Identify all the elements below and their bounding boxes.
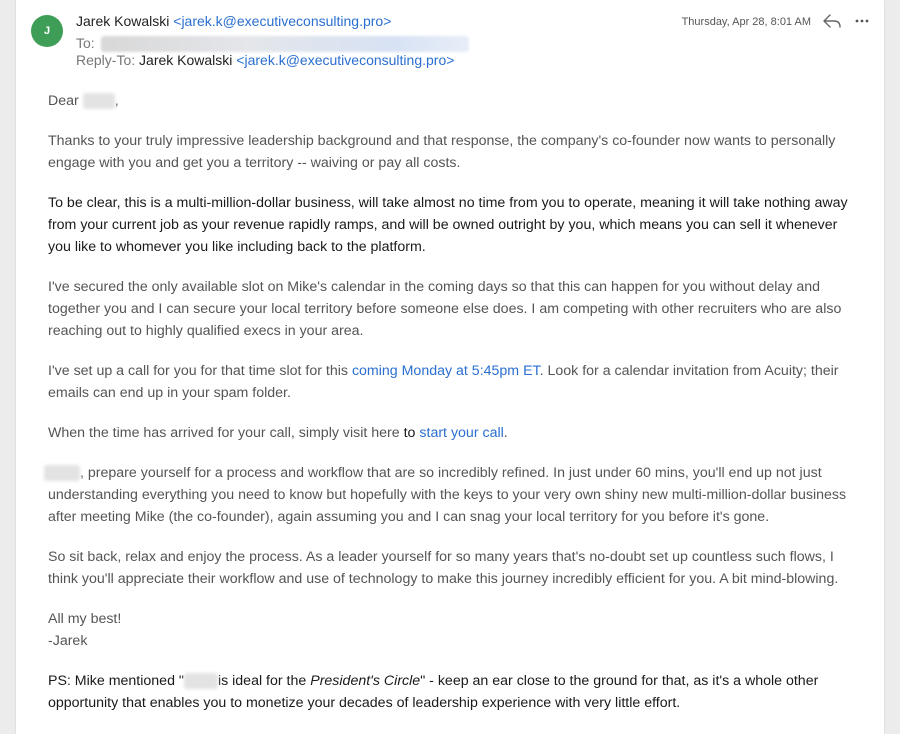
presidents-circle-italic: President's Circle (310, 673, 421, 689)
redacted-recipient (101, 36, 469, 52)
reply-icon[interactable] (822, 12, 842, 30)
from-line (76, 13, 391, 29)
p5-text-after: . (503, 425, 508, 441)
p4-text-after: . Look for a calendar invitation from Acuity; their emails can end up in your spam folder. (48, 363, 839, 401)
sender-email[interactable]: <jarek.k@executiveconsulting.pro> (173, 13, 392, 29)
redacted-name (44, 465, 80, 481)
email-header (16, 0, 884, 80)
sender-avatar: J (31, 15, 63, 47)
paragraph-2: To be clear, this is a multi-million-dollar business, will take almost no time from you to operate, meaning it will take nothing away from your current job as your revenue rapidly ramps, and will be owned outright by you, which means you can sell it whenever you like to whomever you like including back to the platform. (48, 195, 848, 255)
reply-to-label: Reply-To: (76, 52, 136, 68)
paragraph-5 (48, 422, 860, 444)
more-options-icon[interactable] (854, 12, 870, 30)
paragraph-6 (48, 462, 860, 528)
ps-text-before: PS: Mike mentioned " (48, 673, 184, 689)
signoff (48, 608, 860, 652)
p4-text-before: I've set up a call for you for that time slot for this (48, 363, 352, 379)
calendar-link[interactable]: coming Monday at 5:45pm ET (351, 363, 540, 379)
sender-name[interactable]: Jarek Kowalski (76, 13, 170, 29)
redacted-name (83, 93, 115, 109)
to-line (76, 35, 469, 52)
redacted-name (184, 673, 218, 689)
signoff-line-1: All my best! (48, 611, 122, 627)
email-message-card (16, 0, 884, 734)
email-body (48, 90, 860, 732)
p5-to-word: to (403, 425, 416, 441)
paragraph-4 (48, 360, 860, 404)
start-call-link[interactable]: start your call (419, 425, 504, 441)
paragraph-3: I've secured the only available slot on Mike's calendar in the coming days so that this can happen for you without delay and together you and I can secure your local territory before someone else does. I am competing with other recruiters who are also reaching out to highly qualified execs in your area. (48, 279, 842, 339)
greeting-suffix: , (114, 93, 119, 109)
paragraph-7: So sit back, relax and enjoy the process. As a leader yourself for so many years that's no-doubt set up countless such flows, I think you'll appreciate their workflow and use of technology to make this journey incredibly efficient for you. A bit mind-blowing. (48, 549, 839, 587)
p6-text: , prepare yourself for a process and workflow that are so incredibly refined. In just under 60 mins, you'll end up not just understanding everything you need to know but hopefully with the keys to your very own shiny new multi-million-dollar business after meeting Mike (the co-founder), again assuming you and I can snag your local territory for you before it's gone. (48, 465, 847, 525)
greeting-prefix: Dear (48, 93, 79, 109)
ps-text-middle: is ideal for the (217, 673, 311, 689)
signoff-line-2: -Jarek (48, 633, 88, 649)
ps-text-after: " - keep an ear close to the ground for that, as it's a whole other opportunity that enables you to monetize your decades of leadership experience with very little effort. (48, 673, 819, 711)
reply-to-name[interactable]: Jarek Kowalski (139, 52, 233, 68)
p5-text-before: When the time has arrived for your call, simply visit here (48, 425, 404, 441)
reply-to-email[interactable]: <jarek.k@executiveconsulting.pro> (236, 52, 455, 68)
paragraph-1: Thanks to your truly impressive leadership background and that response, the company's co-founder now wants to personally engage with you and get you a territory -- waiving or pay all costs. (48, 133, 836, 171)
postscript (48, 670, 860, 714)
email-date: Thursday, Apr 28, 8:01 AM (681, 16, 811, 28)
reply-to-line (76, 52, 454, 68)
greeting (48, 90, 860, 112)
to-label: To: (76, 35, 95, 51)
